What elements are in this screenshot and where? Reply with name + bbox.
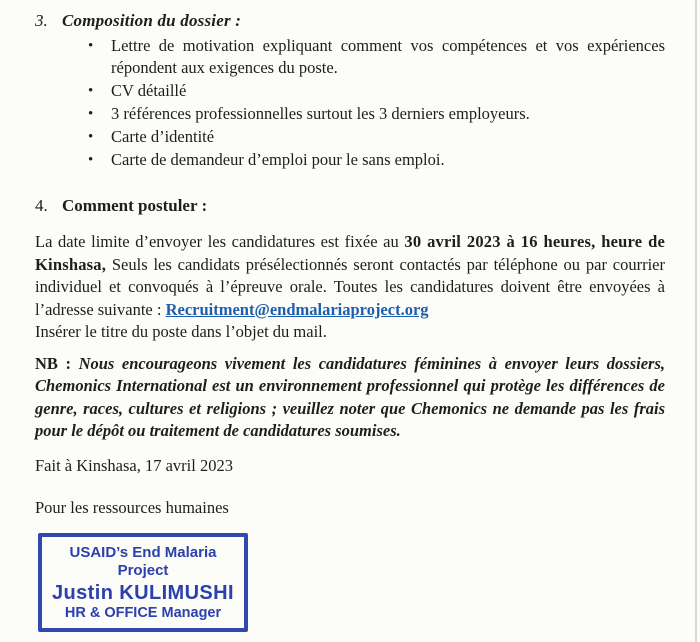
nb-note-paragraph [35, 353, 665, 443]
paragraph-text: La date limite d’envoyer les candidatures est fixée au [35, 232, 405, 251]
list-item: • CV détaillé [88, 80, 665, 102]
scan-edge-artifact [695, 0, 697, 642]
section-title-comment-postuler: Comment postuler : [62, 196, 208, 215]
dossier-bullet-list [35, 35, 665, 171]
nb-label: NB : [35, 353, 71, 373]
list-item: • Carte de demandeur d’emploi pour le sans emploi. [88, 149, 665, 171]
list-item: • Carte d’identité [88, 126, 665, 148]
hr-office-stamp [38, 533, 248, 632]
stamp-job-title: HR & OFFICE Manager [64, 605, 222, 621]
nb-text: Nous encourageons vivement les candidatures féminines à envoyer leurs dossiers, Chemonics International est un environnement professionnel qui protège les différences de genre, races, cultures et religions ; veuillez noter que Chemonics ne demande pas les frais pour le dépôt ou traitement de candidatures soumises. [35, 353, 666, 440]
paragraph-text: Seuls les candidats présélectionnés seront contactés par téléphone ou par courrier individuel et convoqués à l’épreuve orale. Toutes les candidatures doivent être envoyées à l’adresse suivante : [35, 254, 665, 319]
section-heading-composition [35, 10, 665, 32]
section-heading-comment-postuler [35, 195, 665, 217]
stamp-person-name: Justin KULIMUSHI [52, 582, 234, 604]
deadline-bold-text: 30 avril 2023 à 16 heures, heure de Kinshasa, [35, 232, 665, 274]
recruitment-email-link[interactable]: Recruitment@endmalariaproject.org [165, 299, 429, 319]
signature-line: Pour les ressources humaines [35, 498, 229, 517]
section-number: 4. [35, 196, 48, 215]
application-deadline-paragraph [35, 231, 665, 321]
section-number: 3. [35, 11, 48, 30]
subject-instruction-line: Insérer le titre du poste dans l’objet du mail. [35, 322, 327, 341]
list-item: • Lettre de motivation expliquant comment vos compétences et vos expériences répondent aux exigences du poste. [88, 35, 665, 79]
stamp-organization: USAID’s End Malaria Project [69, 544, 217, 579]
section-title-composition: Composition du dossier : [62, 11, 242, 30]
place-and-date-line: Fait à Kinshasa, 17 avril 2023 [35, 455, 233, 475]
list-item: • 3 références professionnelles surtout les 3 derniers employeurs. [88, 103, 665, 125]
